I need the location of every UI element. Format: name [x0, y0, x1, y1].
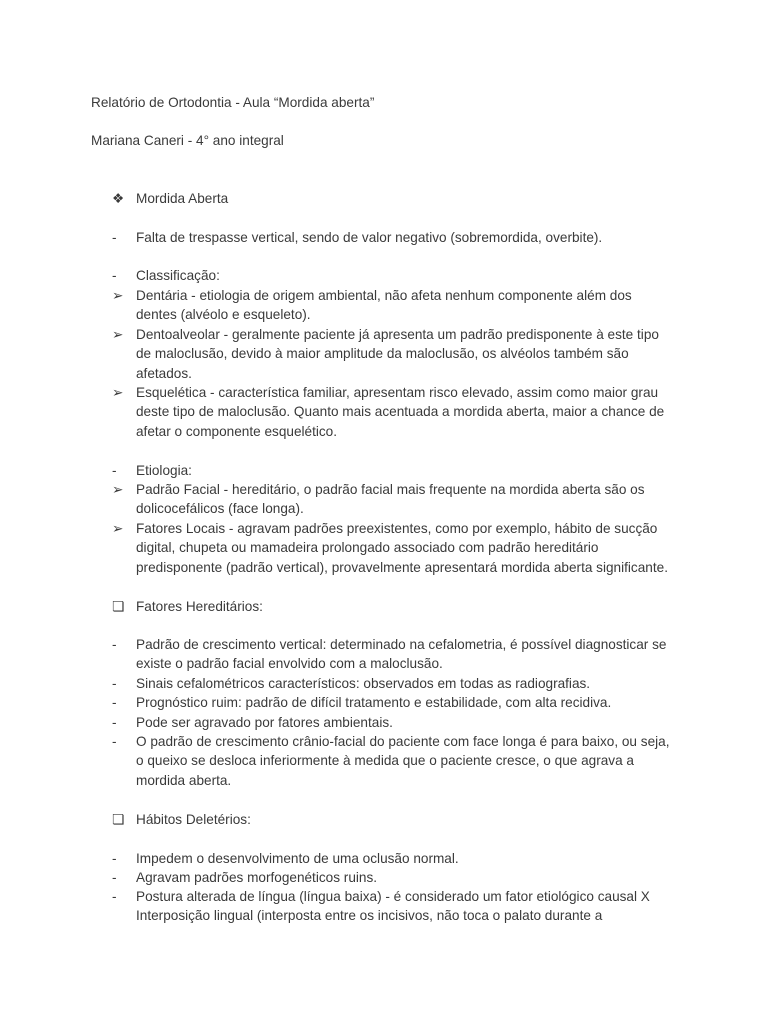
- dash-bullet: -: [112, 268, 117, 283]
- document-author: Mariana Caneri - 4° ano integral: [91, 133, 284, 148]
- arrow-bullet-icon: ➢: [112, 288, 124, 303]
- dash-bullet: -: [112, 637, 117, 652]
- dash-bullet: -: [112, 695, 117, 710]
- arrow-bullet-icon: ➢: [112, 521, 124, 536]
- document-page: Relatório de Ortodontia - Aula “Mordida aberta” Mariana Caneri - 4° ano integral ❖ Mordida Aberta - Falta de trespasse vertical, sendo de valor negativo (sobremordida, overbite). - Classificação: ➢ Dentária - etiologia de origem ambiental, não afeta nenhum componente além dos dentes (alvéolo e esqueleto). ➢ Dentoalveolar - geralmente paciente já apresenta um padrão predisponente à este tipo de maloclusão, devido à maior amplitude da maloclusão, os alvéolos também são afetados. ➢ Esquelética - característica familiar, apresentam risco elevado, assim como maior grau deste tipo de maloclusão. Quanto mais acentuada a mordida aberta, maior a chance de afetar o componente esquelético. - Etiologia: ➢ Padrão Facial - hereditário, o padrão facial mais frequente na mordida aberta são os dolicocefálicos (face longa). ➢ Fatores Locais - agravam padrões preexistentes, como por exemplo, hábito de sucção digital, chupeta ou mamadeira prolongado associado com padrão hereditário predisponente (padrão vertical), provavelmente apresentará mordida aberta significante. ❏ Fatores Hereditários: - Padrão de crescimento vertical: determinado na cefalometria, é possível diagnosticar se existe o padrão facial envolvido com a maloclusão. - Sinais cefalométricos característicos: observados em todas as radiografias. - Prognóstico ruim: padrão de difícil tratamento e estabilidade, com alta recidiva. - Pode ser agravado por fatores ambientais. - O padrão de crescimento crânio-facial do paciente com face longa é para baixo, ou seja, o queixo se desloca inferiormente à medida que o paciente cresce, o que agrava a mordida aberta. ❏ Hábitos Deletérios: - Impedem o desenvolvimento de uma oclusão normal. - Agravam padrões morfogenéticos ruins. - Postura alterada de língua (língua baixa) - é considerado um fator etiológico causal X Interposição lingual (interposta entre os incisivos, não toca o palato durante a: [91, 95, 670, 924]
- dash-bullet: -: [112, 851, 117, 866]
- diamond-bullet-icon: ❖: [112, 191, 125, 206]
- checkbox-bullet-icon: ❏: [112, 812, 125, 827]
- document-title: Relatório de Ortodontia - Aula “Mordida aberta”: [91, 95, 375, 110]
- arrow-bullet-icon: ➢: [112, 385, 124, 400]
- arrow-bullet-icon: ➢: [112, 482, 124, 497]
- checkbox-bullet-icon: ❏: [112, 599, 125, 614]
- dash-bullet: -: [112, 889, 117, 904]
- arrow-bullet-icon: ➢: [112, 327, 124, 342]
- dash-bullet: -: [112, 870, 117, 885]
- dash-bullet: -: [112, 676, 117, 691]
- dash-bullet: -: [112, 734, 117, 749]
- dash-bullet: -: [112, 230, 117, 245]
- dash-bullet: -: [112, 463, 117, 478]
- dash-bullet: -: [112, 715, 117, 730]
